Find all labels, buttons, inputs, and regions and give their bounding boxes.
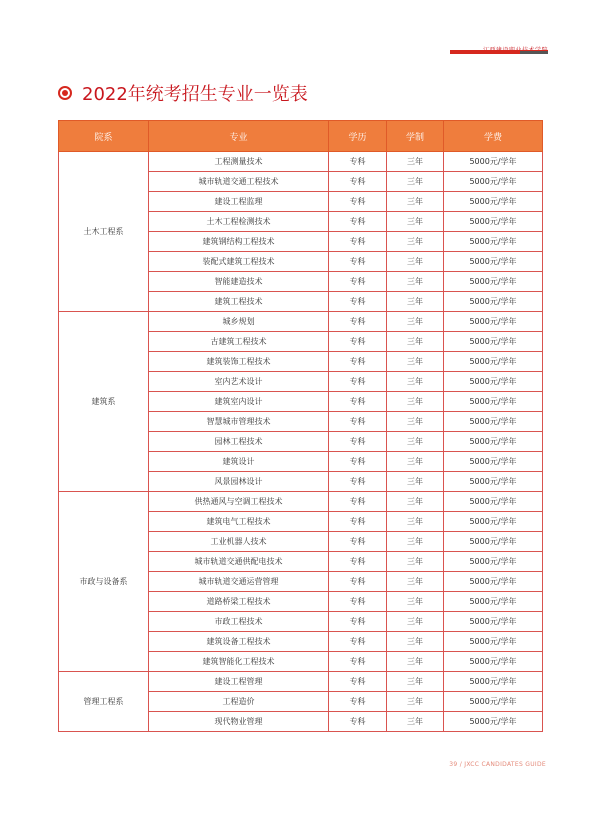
degree-cell: 专科 (329, 692, 387, 712)
degree-cell: 专科 (329, 592, 387, 612)
duration-cell: 三年 (387, 272, 444, 292)
tuition-cell: 5000元/学年 (444, 552, 543, 572)
tuition-cell: 5000元/学年 (444, 652, 543, 672)
degree-cell: 专科 (329, 352, 387, 372)
major-cell: 智慧城市管理技术 (149, 412, 329, 432)
duration-cell: 三年 (387, 312, 444, 332)
header-accent-bar-dark (520, 51, 548, 54)
duration-cell: 三年 (387, 392, 444, 412)
degree-cell: 专科 (329, 172, 387, 192)
tuition-cell: 5000元/学年 (444, 532, 543, 552)
column-header: 学制 (387, 121, 444, 152)
tuition-cell: 5000元/学年 (444, 152, 543, 172)
duration-cell: 三年 (387, 572, 444, 592)
duration-cell: 三年 (387, 412, 444, 432)
degree-cell: 专科 (329, 452, 387, 472)
degree-cell: 专科 (329, 392, 387, 412)
column-header: 专业 (149, 121, 329, 152)
major-cell: 供热通风与空调工程技术 (149, 492, 329, 512)
degree-cell: 专科 (329, 372, 387, 392)
duration-cell: 三年 (387, 712, 444, 732)
tuition-cell: 5000元/学年 (444, 512, 543, 532)
major-cell: 建筑智能化工程技术 (149, 652, 329, 672)
duration-cell: 三年 (387, 212, 444, 232)
major-cell: 智能建造技术 (149, 272, 329, 292)
degree-cell: 专科 (329, 532, 387, 552)
tuition-cell: 5000元/学年 (444, 632, 543, 652)
major-cell: 工业机器人技术 (149, 532, 329, 552)
tuition-cell: 5000元/学年 (444, 452, 543, 472)
major-cell: 城市轨道交通运营管理 (149, 572, 329, 592)
tuition-cell: 5000元/学年 (444, 172, 543, 192)
top-header (375, 45, 548, 63)
page-footer: 39 / JXCC CANDIDATES GUIDE (449, 761, 546, 768)
tuition-cell: 5000元/学年 (444, 392, 543, 412)
degree-cell: 专科 (329, 252, 387, 272)
tuition-cell: 5000元/学年 (444, 412, 543, 432)
major-cell: 市政工程技术 (149, 612, 329, 632)
tuition-cell: 5000元/学年 (444, 672, 543, 692)
degree-cell: 专科 (329, 672, 387, 692)
degree-cell: 专科 (329, 412, 387, 432)
tuition-cell: 5000元/学年 (444, 612, 543, 632)
column-header: 学费 (444, 121, 543, 152)
duration-cell: 三年 (387, 152, 444, 172)
major-cell: 建筑电气工程技术 (149, 512, 329, 532)
major-cell: 道路桥梁工程技术 (149, 592, 329, 612)
duration-cell: 三年 (387, 352, 444, 372)
table-header-row (59, 121, 543, 152)
major-cell: 土木工程检测技术 (149, 212, 329, 232)
major-cell: 建筑设备工程技术 (149, 632, 329, 652)
major-cell: 建筑设计 (149, 452, 329, 472)
duration-cell: 三年 (387, 672, 444, 692)
degree-cell: 专科 (329, 472, 387, 492)
table-row (59, 492, 543, 512)
tuition-cell: 5000元/学年 (444, 432, 543, 452)
degree-cell: 专科 (329, 492, 387, 512)
tuition-cell: 5000元/学年 (444, 372, 543, 392)
duration-cell: 三年 (387, 292, 444, 312)
degree-cell: 专科 (329, 312, 387, 332)
majors-table (58, 120, 543, 732)
duration-cell: 三年 (387, 692, 444, 712)
duration-cell: 三年 (387, 532, 444, 552)
duration-cell: 三年 (387, 192, 444, 212)
major-cell: 园林工程技术 (149, 432, 329, 452)
duration-cell: 三年 (387, 592, 444, 612)
department-cell: 市政与设备系 (59, 492, 149, 672)
duration-cell: 三年 (387, 332, 444, 352)
major-cell: 现代物业管理 (149, 712, 329, 732)
degree-cell: 专科 (329, 512, 387, 532)
tuition-cell: 5000元/学年 (444, 352, 543, 372)
table-row (59, 672, 543, 692)
table-row (59, 312, 543, 332)
major-cell: 城市轨道交通工程技术 (149, 172, 329, 192)
tuition-cell: 5000元/学年 (444, 492, 543, 512)
degree-cell: 专科 (329, 612, 387, 632)
tuition-cell: 5000元/学年 (444, 212, 543, 232)
duration-cell: 三年 (387, 252, 444, 272)
tuition-cell: 5000元/学年 (444, 472, 543, 492)
tuition-cell: 5000元/学年 (444, 232, 543, 252)
degree-cell: 专科 (329, 152, 387, 172)
tuition-cell: 5000元/学年 (444, 332, 543, 352)
page-title: 2022年统考招生专业一览表 (82, 84, 308, 105)
major-cell: 建筑室内设计 (149, 392, 329, 412)
major-cell: 装配式建筑工程技术 (149, 252, 329, 272)
tuition-cell: 5000元/学年 (444, 692, 543, 712)
duration-cell: 三年 (387, 372, 444, 392)
degree-cell: 专科 (329, 332, 387, 352)
tuition-cell: 5000元/学年 (444, 272, 543, 292)
degree-cell: 专科 (329, 192, 387, 212)
degree-cell: 专科 (329, 712, 387, 732)
degree-cell: 专科 (329, 632, 387, 652)
column-header: 院系 (59, 121, 149, 152)
department-cell: 土木工程系 (59, 152, 149, 312)
tuition-cell: 5000元/学年 (444, 712, 543, 732)
degree-cell: 专科 (329, 212, 387, 232)
degree-cell: 专科 (329, 432, 387, 452)
duration-cell: 三年 (387, 512, 444, 532)
major-cell: 建设工程管理 (149, 672, 329, 692)
major-cell: 工程造价 (149, 692, 329, 712)
major-cell: 室内艺术设计 (149, 372, 329, 392)
duration-cell: 三年 (387, 612, 444, 632)
duration-cell: 三年 (387, 652, 444, 672)
major-cell: 建筑工程技术 (149, 292, 329, 312)
degree-cell: 专科 (329, 272, 387, 292)
department-cell: 管理工程系 (59, 672, 149, 732)
tuition-cell: 5000元/学年 (444, 572, 543, 592)
degree-cell: 专科 (329, 292, 387, 312)
duration-cell: 三年 (387, 452, 444, 472)
major-cell: 建筑钢结构工程技术 (149, 232, 329, 252)
major-cell: 建设工程监理 (149, 192, 329, 212)
table-row (59, 152, 543, 172)
degree-cell: 专科 (329, 652, 387, 672)
tuition-cell: 5000元/学年 (444, 292, 543, 312)
degree-cell: 专科 (329, 232, 387, 252)
tuition-cell: 5000元/学年 (444, 192, 543, 212)
duration-cell: 三年 (387, 232, 444, 252)
tuition-cell: 5000元/学年 (444, 312, 543, 332)
major-cell: 建筑装饰工程技术 (149, 352, 329, 372)
major-cell: 城乡规划 (149, 312, 329, 332)
degree-cell: 专科 (329, 552, 387, 572)
duration-cell: 三年 (387, 492, 444, 512)
duration-cell: 三年 (387, 472, 444, 492)
duration-cell: 三年 (387, 632, 444, 652)
department-cell: 建筑系 (59, 312, 149, 492)
degree-cell: 专科 (329, 572, 387, 592)
duration-cell: 三年 (387, 552, 444, 572)
column-header: 学历 (329, 121, 387, 152)
duration-cell: 三年 (387, 172, 444, 192)
major-cell: 城市轨道交通供配电技术 (149, 552, 329, 572)
table-body (59, 152, 543, 732)
duration-cell: 三年 (387, 432, 444, 452)
tuition-cell: 5000元/学年 (444, 592, 543, 612)
page-title-block (58, 80, 308, 106)
major-cell: 风景园林设计 (149, 472, 329, 492)
major-cell: 工程测量技术 (149, 152, 329, 172)
major-cell: 古建筑工程技术 (149, 332, 329, 352)
tuition-cell: 5000元/学年 (444, 252, 543, 272)
circle-bullet-icon (58, 86, 72, 100)
